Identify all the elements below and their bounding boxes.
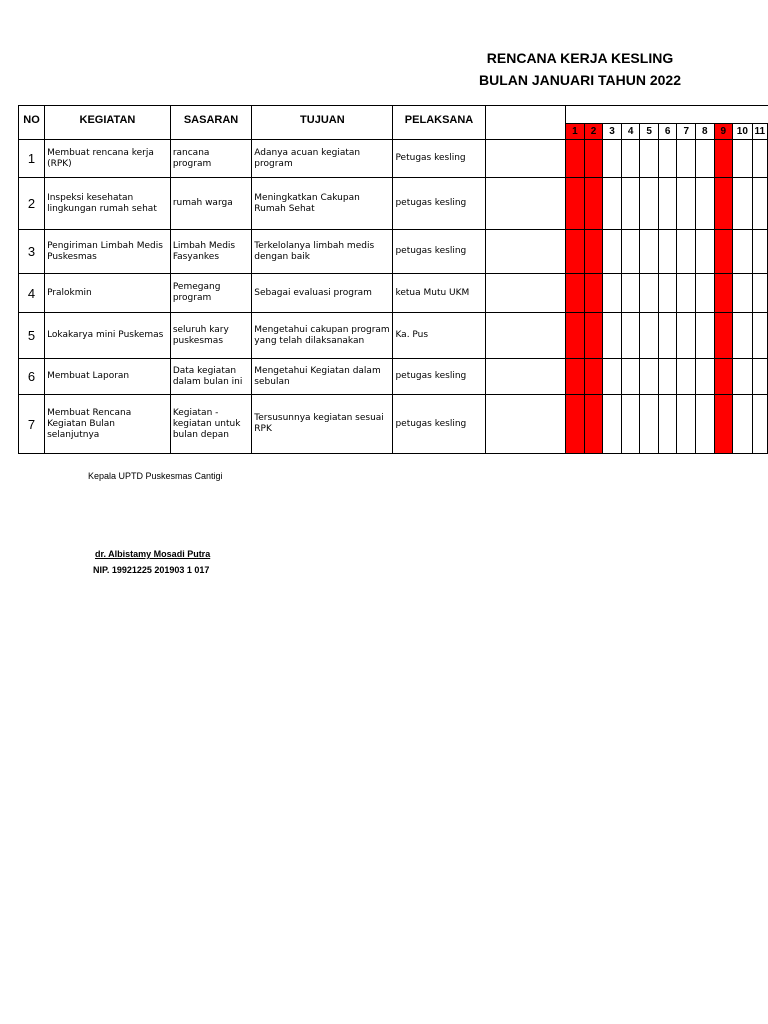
week-cell-6 [658,395,677,454]
week-cell-10 [733,359,752,395]
cell-tujuan: Meningkatkan Cakupan Rumah Sehat [252,178,393,230]
week-cell-4 [621,140,640,178]
week-cell-9 [714,359,733,395]
document-title: RENCANA KERJA KESLING [486,50,674,66]
header-sasaran: SASARAN [170,106,251,140]
cell-no: 6 [19,359,45,395]
cell-sasaran: seluruh kary puskesmas [170,313,251,359]
table-row [19,178,768,230]
cell-tujuan: Mengetahui Kegiatan dalam sebulan [252,359,393,395]
cell-pelaksana: Petugas kesling [393,140,485,178]
header-kegiatan: KEGIATAN [45,106,171,140]
cell-blank [485,230,566,274]
cell-sasaran: rumah warga [170,178,251,230]
week-cell-5 [640,274,659,313]
week-cell-7 [677,274,696,313]
cell-kegiatan: Membuat rencana kerja (RPK) [45,140,171,178]
week-cell-3 [603,178,622,230]
week-cell-10 [733,313,752,359]
week-cell-11 [752,140,767,178]
cell-blank [485,359,566,395]
week-cell-3 [603,395,622,454]
week-cell-2 [584,274,603,313]
week-cell-4 [621,359,640,395]
week-cell-1 [566,313,585,359]
week-cell-6 [658,178,677,230]
week-cell-2 [584,395,603,454]
cell-pelaksana: petugas kesling [393,395,485,454]
week-header-1: 1 [566,124,585,140]
cell-blank [485,178,566,230]
week-header-11: 11 [752,124,767,140]
cell-pelaksana: petugas kesling [393,359,485,395]
cell-sasaran: Kegiatan -kegiatan untuk bulan depan [170,395,251,454]
week-cell-1 [566,140,585,178]
week-cell-4 [621,313,640,359]
cell-no: 2 [19,178,45,230]
work-plan-table [18,105,768,454]
week-cell-3 [603,359,622,395]
week-cell-10 [733,230,752,274]
table-row [19,140,768,178]
cell-blank [485,395,566,454]
cell-pelaksana: Ka. Pus [393,313,485,359]
cell-sasaran: Limbah Medis Fasyankes [170,230,251,274]
document-subtitle: BULAN JANUARI TAHUN 2022 [479,72,681,88]
cell-kegiatan: Inspeksi kesehatan lingkungan rumah sehat [45,178,171,230]
week-cell-6 [658,230,677,274]
week-cell-11 [752,313,767,359]
cell-pelaksana: petugas kesling [393,230,485,274]
cell-kegiatan: Membuat Rencana Kegiatan Bulan selanjutnya [45,395,171,454]
week-cell-3 [603,140,622,178]
week-cell-5 [640,359,659,395]
cell-no: 7 [19,395,45,454]
week-cell-8 [696,274,715,313]
week-cell-5 [640,395,659,454]
signature-name: dr. Albistamy Mosadi Putra [95,549,211,559]
week-cell-5 [640,178,659,230]
week-header-9: 9 [714,124,733,140]
week-header-6: 6 [658,124,677,140]
cell-sasaran: rancana program [170,140,251,178]
week-cell-2 [584,359,603,395]
week-cell-7 [677,140,696,178]
week-cell-2 [584,178,603,230]
week-cell-1 [566,395,585,454]
week-cell-9 [714,395,733,454]
week-cell-2 [584,140,603,178]
cell-pelaksana: ketua Mutu UKM [393,274,485,313]
week-cell-9 [714,313,733,359]
week-cell-7 [677,359,696,395]
cell-blank [485,313,566,359]
week-cell-6 [658,313,677,359]
week-cell-11 [752,230,767,274]
cell-no: 4 [19,274,45,313]
week-cell-1 [566,230,585,274]
week-cell-10 [733,178,752,230]
week-header-10: 10 [733,124,752,140]
week-cell-11 [752,359,767,395]
week-cell-1 [566,274,585,313]
cell-tujuan: Adanya acuan kegiatan program [252,140,393,178]
cell-kegiatan: Pengiriman Limbah Medis Puskesmas [45,230,171,274]
week-cell-4 [621,274,640,313]
week-cell-4 [621,230,640,274]
cell-no: 5 [19,313,45,359]
cell-tujuan: Mengetahui cakupan program yang telah dilaksanakan [252,313,393,359]
week-cell-6 [658,274,677,313]
cell-tujuan: Tersusunnya kegiatan sesuai RPK [252,395,393,454]
cell-tujuan: Terkelolanya limbah medis dengan baik [252,230,393,274]
week-cell-5 [640,313,659,359]
week-cell-8 [696,395,715,454]
week-cell-11 [752,274,767,313]
week-cell-9 [714,230,733,274]
week-cell-3 [603,230,622,274]
table-row [19,230,768,274]
week-cell-11 [752,178,767,230]
week-cell-6 [658,359,677,395]
header-no: NO [19,106,45,140]
week-cell-2 [584,313,603,359]
week-cell-7 [677,230,696,274]
week-cell-10 [733,140,752,178]
week-cell-9 [714,140,733,178]
week-cell-11 [752,395,767,454]
week-cell-7 [677,313,696,359]
cell-no: 3 [19,230,45,274]
header-blank-column [485,106,566,140]
week-cell-1 [566,178,585,230]
week-cell-7 [677,395,696,454]
week-cell-1 [566,359,585,395]
table-row [19,359,768,395]
week-cell-4 [621,395,640,454]
week-cell-3 [603,313,622,359]
signature-nip: NIP. 19921225 201903 1 017 [93,565,210,575]
week-cell-6 [658,140,677,178]
week-header-4: 4 [621,124,640,140]
cell-tujuan: Sebagai evaluasi program [252,274,393,313]
week-cell-8 [696,230,715,274]
cell-pelaksana: petugas kesling [393,178,485,230]
header-tujuan: TUJUAN [252,106,393,140]
week-cell-8 [696,313,715,359]
signature-position: Kepala UPTD Puskesmas Cantigi [88,471,223,481]
cell-blank [485,274,566,313]
table-row [19,395,768,454]
week-header-2: 2 [584,124,603,140]
cell-no: 1 [19,140,45,178]
week-cell-2 [584,230,603,274]
week-cell-3 [603,274,622,313]
week-cell-10 [733,395,752,454]
week-cell-10 [733,274,752,313]
table-row [19,313,768,359]
week-header-3: 3 [603,124,622,140]
week-cell-9 [714,178,733,230]
week-group-header [566,106,768,124]
week-cell-8 [696,178,715,230]
header-pelaksana: PELAKSANA [393,106,485,140]
cell-blank [485,140,566,178]
week-cell-7 [677,178,696,230]
week-header-7: 7 [677,124,696,140]
week-cell-5 [640,140,659,178]
week-header-5: 5 [640,124,659,140]
table-row [19,274,768,313]
cell-sasaran: Data kegiatan dalam bulan ini [170,359,251,395]
cell-kegiatan: Lokakarya mini Puskemas [45,313,171,359]
week-cell-8 [696,359,715,395]
cell-kegiatan: Membuat Laporan [45,359,171,395]
week-cell-8 [696,140,715,178]
cell-kegiatan: Pralokmin [45,274,171,313]
week-cell-9 [714,274,733,313]
cell-sasaran: Pemegang program [170,274,251,313]
week-cell-4 [621,178,640,230]
week-header-8: 8 [696,124,715,140]
week-cell-5 [640,230,659,274]
